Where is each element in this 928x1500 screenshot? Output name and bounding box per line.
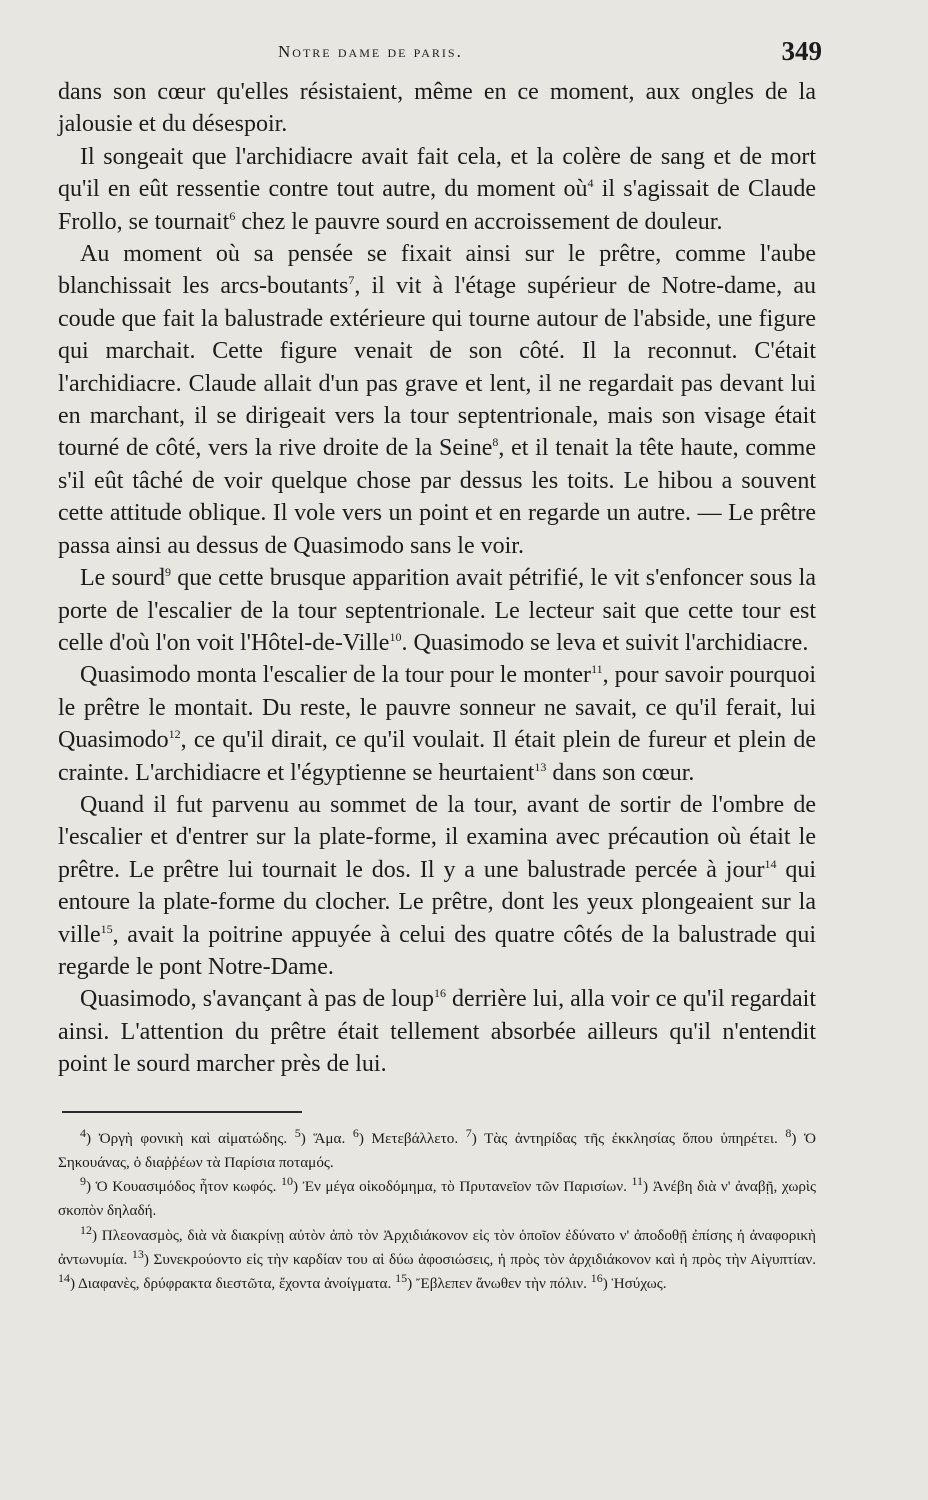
footnote-marker: 6 bbox=[352, 1125, 359, 1140]
footnote-marker: 15 bbox=[395, 1271, 408, 1286]
footnote-ref: 14 bbox=[764, 856, 777, 871]
footnote-text: ) Μετεβάλλετο. bbox=[358, 1129, 466, 1147]
paragraph-4 bbox=[58, 562, 816, 659]
text-run: dans son cœur. bbox=[546, 759, 695, 786]
footnote-ref: 12 bbox=[168, 727, 181, 742]
text-run: Quasimodo monta l'escalier de la tour pour le monter bbox=[80, 662, 592, 689]
footnote-block bbox=[58, 1127, 816, 1176]
text-run: , pour savoir pourquoi le prêtre le montait. Du reste, le pauvre sonneur ne savait, ce qu'il ferait, lui Quasimodo bbox=[58, 662, 817, 754]
text-run: qui entoure la plate-forme du clocher. Le prêtre, dont les yeux plongeaient sur la ville bbox=[58, 856, 817, 948]
footnote-marker: 8 bbox=[785, 1125, 792, 1140]
text-run: , et il tenait la tête haute, comme s'il eût tâché de voir quelque chose par dessus les toits. Le hibou a souvent cette attitude oblique. Il vole vers un point et en regarde un autre. — Le prêtre passa ainsi au dessus de Quasimodo sans le voir. bbox=[58, 435, 816, 559]
footnote-divider bbox=[62, 1111, 302, 1113]
footnote-text: ) Διαφανὲς, δρύφρακτα διεστῶτα, ἔχοντα ἀνοίγματα. bbox=[70, 1275, 396, 1293]
footnote-marker: 14 bbox=[58, 1271, 70, 1286]
text-run: Il songeait que l'archidiacre avait fait cela, et la colère de sang et de mort qu'il en eût ressentie contre tout autre, du moment où bbox=[58, 143, 816, 203]
page-number: 349 bbox=[781, 36, 822, 66]
text-run: , il vit à l'étage supérieur de Notre-dame, au coude que fait la balustrade extérieure qui tourne autour de l'abside, une figure qui marchait. Cette figure venait de son côté. Il la reconnut. C'était l'archidiacre. Claude allait d'un pas grave et lent, il ne regardait pas devant lui en marchant, il se dirigeait vers la tour septentrionale, mais son visage était tourné de côté, vers la rive droite de la Seine bbox=[58, 273, 816, 462]
footnote-text: ) Ὁ Κουασιμόδος ἦτον κωφός. bbox=[86, 1178, 281, 1196]
footnote-block bbox=[58, 1224, 816, 1297]
footnote-block bbox=[58, 1175, 816, 1224]
text-run: derrière lui, alla voir ce qu'il regardait ainsi. L'attention du prêtre était tellement absorbée ailleurs qu'il n'entendit point le sourd marcher près de lui. bbox=[58, 986, 816, 1078]
text-run: que cette brusque apparition avait pétrifié, le vit s'enfoncer sous la porte de l'escalier de la tour septentrionale. Le lecteur sait que cette tour est celle d'où l'on voit l'Hôtel-de-Ville bbox=[58, 565, 816, 656]
footnote-ref: 10 bbox=[389, 629, 402, 644]
footnote-marker: 5 bbox=[294, 1125, 301, 1140]
text-run: Le sourd bbox=[80, 565, 165, 592]
footnote-text: ) Ὁ Σηκουάνας, ὁ διαῤῥέων τὰ Παρίσια ποταμός. bbox=[58, 1129, 816, 1171]
text-run: , avait la poitrine appuyée à celui des quatre côtés de la balustrade qui regarde le pont Notre-Dame. bbox=[58, 921, 816, 980]
text-run: Au moment où sa pensée se fixait ainsi sur le prêtre, comme l'aube blanchissait les arcs-boutants bbox=[58, 241, 816, 300]
footnote-ref: 7 bbox=[348, 273, 355, 288]
footnote-text: ) Ὀργὴ φονικὴ καὶ αἱματώδης. bbox=[86, 1129, 295, 1147]
footnote-marker: 12 bbox=[80, 1222, 92, 1237]
text-run: , ce qu'il dirait, ce qu'il voulait. Il était plein de fureur et plein de crainte. L'archidiacre et l'égyptienne se heurtaient bbox=[58, 727, 816, 786]
footnote-text: ) Ἅμα. bbox=[300, 1129, 353, 1147]
footnote-ref: 15 bbox=[100, 921, 113, 936]
running-title: Notre dame de paris. bbox=[278, 42, 463, 61]
footnote-text: ) Ἔβλεπεν ἄνωθεν τὴν πόλιν. bbox=[407, 1275, 591, 1293]
paragraph-1: dans son cœur qu'elles résistaient, même en ce moment, aux ongles de la jalousie et du désespoir. bbox=[58, 79, 816, 138]
footnote-marker: 13 bbox=[131, 1247, 144, 1262]
paragraph-7 bbox=[58, 983, 816, 1080]
footnote-ref: 6 bbox=[229, 208, 236, 223]
text-run: Quasimodo, s'avançant à pas de loup bbox=[80, 986, 434, 1013]
paragraph-6 bbox=[58, 789, 816, 983]
footnote-marker: 16 bbox=[590, 1271, 603, 1286]
footnote-text: ) Πλεονασμὸς, διὰ νὰ διακρίνῃ αὐτὸν ἀπὸ τὸν Ἀρχιδιάκονον εἰς τὸν ὁποῖον ἐδύνατο ν' ἀποδοθῇ ἐπίσης ἡ ἀναφορικὴ ἀντωνυμία. bbox=[58, 1226, 816, 1269]
footnote-ref: 9 bbox=[164, 565, 171, 580]
footnote-text: ) Ἀνέβη διὰ ν' ἀναβῇ, χωρὶς σκοπὸν δηλαδή. bbox=[58, 1178, 817, 1220]
text-run: Quand il fut parvenu au sommet de la tour, avant de sortir de l'ombre de l'escalier et d'entrer sur la plate-forme, il examina avec précaution où était le prêtre. Le prêtre lui tournait le dos. Il y a une balustrade percée à jour bbox=[58, 791, 816, 883]
footnote-text: ) Τὰς ἀντηρίδας τῆς ἐκκλησίας ὅπου ὑπηρέτει. bbox=[471, 1129, 786, 1147]
footnote-ref: 11 bbox=[591, 662, 603, 677]
footnote-marker: 4 bbox=[80, 1125, 86, 1140]
footnote-text: ) Ἡσύχως. bbox=[602, 1275, 667, 1293]
footnote-marker: 9 bbox=[80, 1174, 86, 1189]
text-run: chez le pauvre sourd en accroissement de douleur. bbox=[235, 208, 723, 235]
footnotes bbox=[58, 1127, 816, 1297]
text-run: . Quasimodo se leva et suivit l'archidiacre. bbox=[401, 629, 809, 656]
footnote-ref: 4 bbox=[587, 176, 594, 191]
page-header bbox=[58, 36, 822, 76]
footnote-ref: 13 bbox=[534, 759, 547, 774]
footnote-text: ) Ἐν μέγα οἰκοδόμημα, τὸ Πρυτανεῖον τῶν Παρισίων. bbox=[292, 1178, 632, 1196]
footnote-marker: 7 bbox=[465, 1125, 472, 1140]
footnote-marker: 11 bbox=[631, 1174, 644, 1189]
paragraph-5 bbox=[58, 659, 816, 789]
footnote-ref: 16 bbox=[433, 986, 446, 1001]
footnote-ref: 8 bbox=[492, 435, 499, 450]
footnote-marker: 10 bbox=[280, 1174, 293, 1189]
paragraph-2 bbox=[58, 141, 816, 238]
footnote-text: ) Συνεκρούοντο εἰς τὴν καρδίαν του αἱ δύω ἀφοσιώσεις, ἡ πρὸς τὸν ἀρχιδιάκονον καὶ ἡ πρὸς τὴν Αἰγυπτίαν. bbox=[143, 1251, 816, 1269]
body-text bbox=[58, 76, 816, 1081]
paragraph-3 bbox=[58, 238, 816, 562]
text-run: il s'agissait de Claude Frollo, se tournait bbox=[58, 176, 816, 235]
